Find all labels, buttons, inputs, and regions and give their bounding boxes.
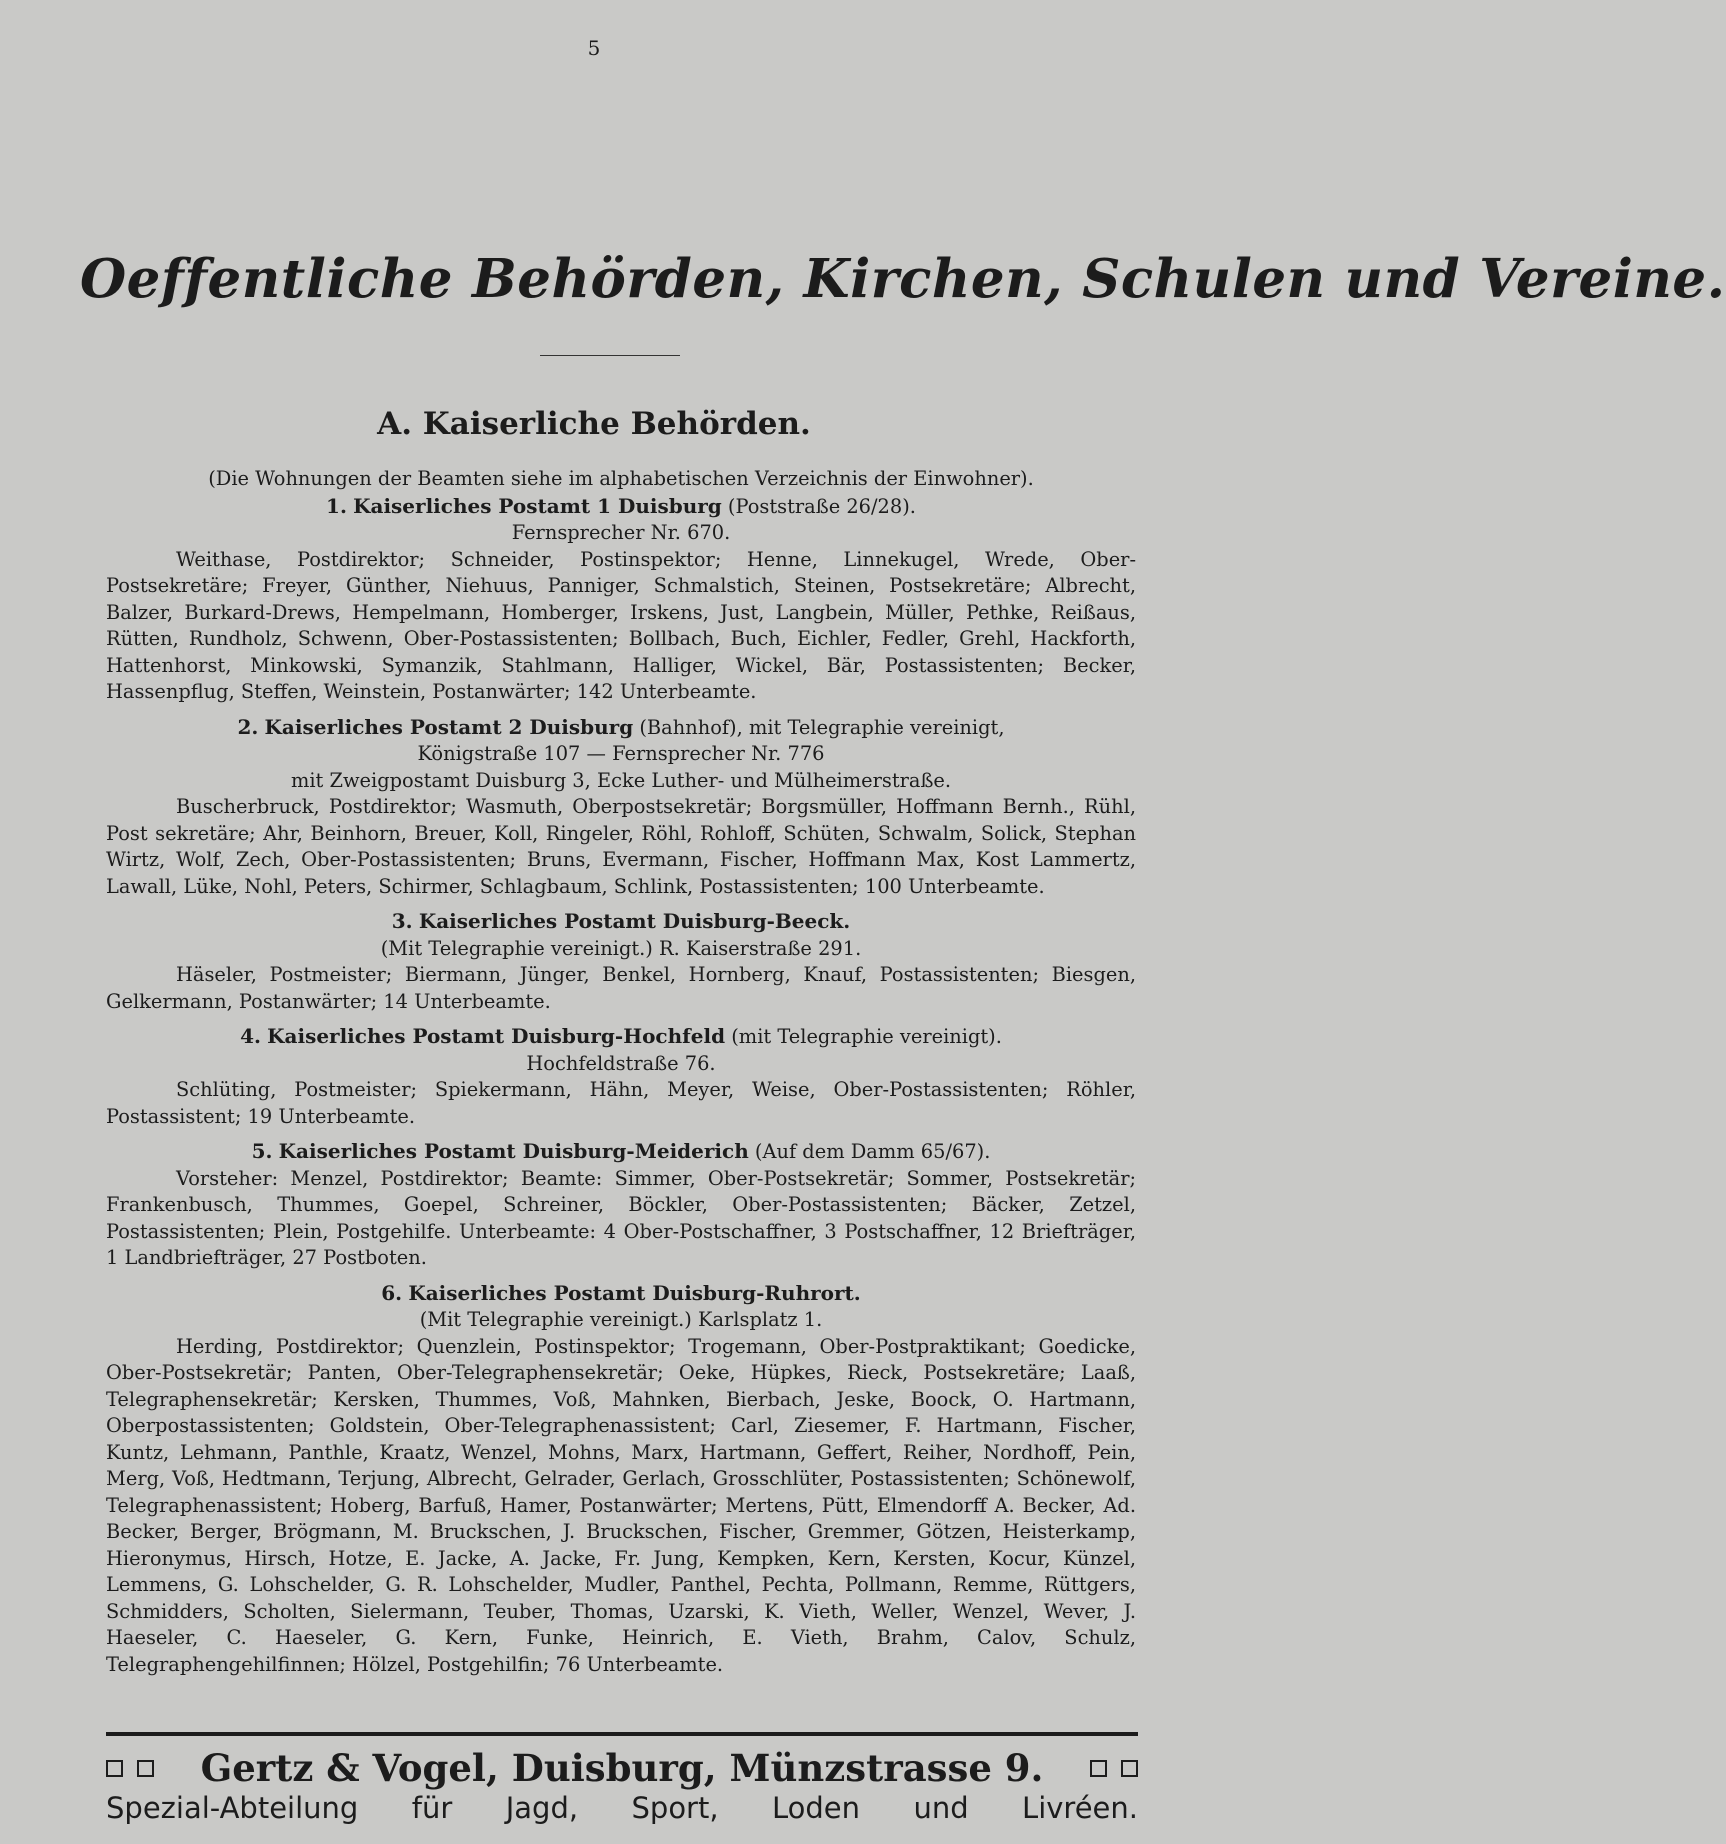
document-body bbox=[106, 466, 1136, 1678]
advert-banner bbox=[106, 1746, 1138, 1790]
office-address: (Poststraße 26/28). bbox=[721, 494, 916, 518]
office-staff: Herding, Postdirektor; Quenzlein, Postinspektor; Trogemann, Ober-Postpraktikant; Goedicke, Ober-Postsekretär; Panten, Ober-Telegraphensekretär; Oeke, Hüpkes, Rieck, Postsekretäre; Laaß, Telegraphensekretär; Kersken, Thummes, Voß, Mahnken, Bierbach, Jeske, Boock, O. Hartmann, Oberpostassistenten; Goldstein, Ober-Telegraphenassistent; Carl, Ziesemer, F. Hartmann, Fischer, Kuntz, Lehmann, Panthle, Kraatz, Wenzel, Mohns, Marx, Hartmann, Geffert, Reiher, Nordhoff, Pein, Merg, Voß, Hedtmann, Terjung, Albrecht, Gelrader, Gerlach, Grosschlüter, Postassistenten; Schönewolf, Telegraphenassistent; Hoberg, Barfuß, Hamer, Postanwärter; Mertens, Pütt, Elmendorff A. Becker, Ad. Becker, Berger, Brögmann, M. Bruckschen, J. Bruckschen, Fischer, Gremmer, Götzen, Heisterkamp, Hieronymus, Hirsch, Hotze, E. Jacke, A. Jacke, Fr. Jung, Kempken, Kern, Kersten, Kocur, Künzel, Lemmens, G. Lohschelder, G. R. Lohschelder, Mudler, Panthel, Pechta, Pollmann, Remme, Rüttgers, Schmidders, Scholten, Sielermann, Teuber, Thomas, Uzarski, K. Vieth, Weller, Wenzel, Wever, J. Haeseler, C. Haeseler, G. Kern, Funke, Heinrich, E. Vieth, Brahm, Calov, Schulz, Telegraphengehilfinnen; Hölzel, Postgehilfin; 76 Unterbeamte. bbox=[106, 1334, 1136, 1676]
office-heading bbox=[106, 1280, 1136, 1308]
office-staff: Buscherbruck, Postdirektor; Wasmuth, Oberpostsekretär; Borgsmüller, Hoffmann Bernh., Rühl, Post sekretäre; Ahr, Beinhorn, Breuer, Koll, Ringeler, Röhl, Rohloff, Schüten, Schwalm, Solick, Stephan Wirtz, Wolf, Zech, Ober-Postassistenten; Bruns, Evermann, Fischer, Hoffmann Max, Kost Lammertz, Lawall, Lüke, Nohl, Peters, Schirmer, Schlagbaum, Schlink, Postassistenten; 100 Unterbeamte. bbox=[106, 795, 1136, 898]
advert-box-right bbox=[1090, 1760, 1138, 1777]
office-name: Kaiserliches Postamt Duisburg-Hochfeld bbox=[267, 1024, 726, 1048]
office-number: 3. bbox=[391, 909, 413, 933]
office-heading bbox=[106, 1138, 1136, 1166]
office-heading bbox=[106, 1023, 1136, 1051]
office-name: Kaiserliches Postamt Duisburg-Meiderich bbox=[278, 1139, 749, 1163]
section-title: A. Kaiserliche Behörden. bbox=[377, 406, 811, 442]
office-detail-line: Hochfeldstraße 76. bbox=[526, 1051, 716, 1075]
office-detail-line: mit Zweigpostamt Duisburg 3, Ecke Luther- und Mülheimerstraße. bbox=[290, 768, 952, 792]
advert-tagline: Spezial-Abteilung für Jagd, Sport, Loden und Livréen. bbox=[106, 1791, 1138, 1825]
office-detail-line: (Mit Telegraphie vereinigt.) Karlsplatz 1. bbox=[419, 1308, 823, 1331]
office-heading bbox=[106, 493, 1136, 521]
advert-box-left bbox=[106, 1760, 154, 1777]
office-name: Kaiserliches Postamt 1 Duisburg bbox=[353, 493, 722, 518]
office-heading bbox=[106, 908, 1136, 936]
advert-company: Gertz & Vogel, Duisburg, Münzstrasse 9. bbox=[200, 1746, 1044, 1790]
office-detail-line: Königstraße 107 — Fernsprecher Nr. 776 bbox=[417, 742, 825, 765]
office-number: 4. bbox=[240, 1024, 261, 1048]
office-staff: Weithase, Postdirektor; Schneider, Postinspektor; Henne, Linnekugel, Wrede, Ober-Postsekretäre; Freyer, Günther, Niehuus, Panniger, Schmalstich, Steinen, Postsekretäre; Albrecht, Balzer, Burkard-Drews, Hempelmann, Homberger, Irskens, Just, Langbein, Müller, Pethke, Reißaus, Rütten, Rundholz, Schwenn, Ober-Postassistenten; Bollbach, Buch, Eichler, Fedler, Grehl, Hackforth, Hattenhorst, Minkowski, Symanzik, Stahlmann, Halliger, Wickel, Bär, Postassistenten; Becker, Hassenpflug, Steffen, Weinstein, Postanwärter; 142 Unterbeamte. bbox=[106, 547, 1136, 703]
office-number: 2. bbox=[237, 714, 259, 739]
office-number: 6. bbox=[381, 1280, 403, 1305]
main-title: Oeffentliche Behörden, Kirchen, Schulen und Vereine. bbox=[80, 248, 1726, 310]
office-staff: Häseler, Postmeister; Biermann, Jünger, Benkel, Hornberg, Knauf, Postassistenten; Biesgen, Gelkermann, Postanwärter; 14 Unterbeamte. bbox=[106, 963, 1136, 1013]
office-number: 1. bbox=[326, 493, 347, 518]
page-number: 5 bbox=[587, 36, 601, 60]
office-name: Kaiserliches Postamt 2 Duisburg bbox=[264, 714, 634, 739]
office-number: 5. bbox=[251, 1139, 273, 1163]
office-address: (Bahnhof), mit Telegraphie vereinigt, bbox=[633, 715, 1005, 739]
office-address: (mit Telegraphie vereinigt). bbox=[725, 1025, 1002, 1048]
section-note: (Die Wohnungen der Beamten siehe im alphabetischen Verzeichnis der Einwohner). bbox=[208, 467, 1034, 490]
office-heading bbox=[106, 714, 1136, 742]
office-detail-line: Fernsprecher Nr. 670. bbox=[511, 521, 731, 544]
office-name: Kaiserliches Postamt Duisburg-Beeck. bbox=[418, 909, 851, 933]
title-divider bbox=[540, 355, 680, 356]
office-name: Kaiserliches Postamt Duisburg-Ruhrort. bbox=[408, 1280, 861, 1305]
office-detail-line: (Mit Telegraphie vereinigt.) R. Kaiserstraße 291. bbox=[380, 936, 862, 960]
office-staff: Schlüting, Postmeister; Spiekermann, Hähn, Meyer, Weise, Ober-Postassistenten; Röhler, Postassistent; 19 Unterbeamte. bbox=[106, 1078, 1136, 1128]
office-staff: Vorsteher: Menzel, Postdirektor; Beamte: Simmer, Ober-Postsekretär; Sommer, Postsekretär; Frankenbusch, Thummes, Goepel, Schreiner, Böckler, Ober-Postassistenten; Bäcker, Zetzel, Postassistenten; Plein, Postgehilfe. Unterbeamte: 4 Ober-Postschaffner, 3 Postschaffner, 12 Briefträger, 1 Landbriefträger, 27 Postboten. bbox=[106, 1166, 1136, 1269]
advert-rule bbox=[106, 1732, 1138, 1736]
office-address: (Auf dem Damm 65/67). bbox=[748, 1140, 991, 1163]
